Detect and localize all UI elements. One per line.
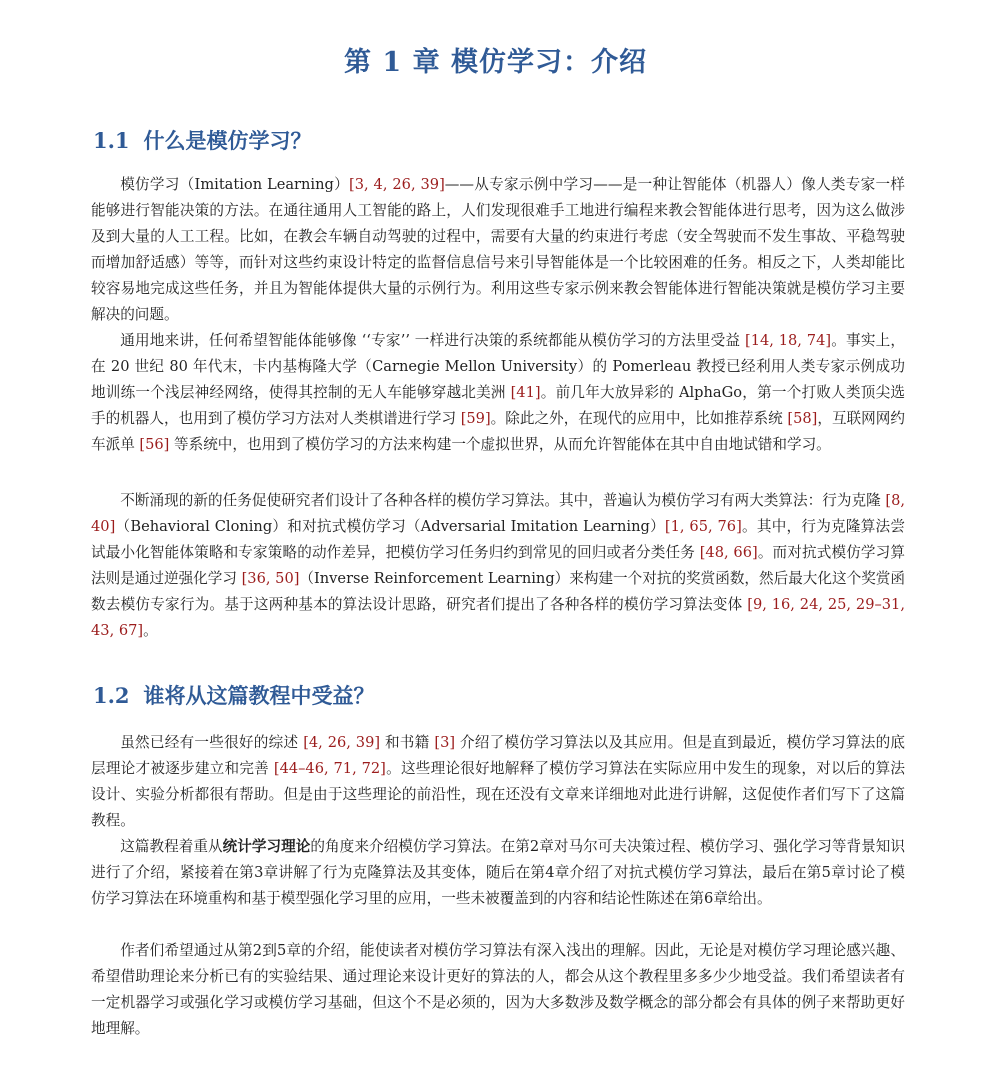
paragraph-1-1-3: 不断涌现的新的任务促使研究者们设计了各种各样的模仿学习算法。其中，普遍认为模仿学习有两大类算法：行为克隆 [8, 40]（Behavioral Cloning）和对抗式模仿学习（Adversarial Imitation Learning）[1, 65, 76]。其中，行为克隆算法尝试最小化智能体策略和专家策略的动作差异，把模仿学习任务归约到常见的回归或者分类任务 [48, 66]。而对抗式模仿学习算法则是通过逆强化学习 [36, 50]（Inverse Reinforcement Learning）来构建一个对抗的奖赏函数，然后最大化这个奖赏函数去模仿专家行为。基于这两种基本的算法设计思路，研究者们提出了各种各样的模仿学习算法变体 [9, 16, 24, 25, 29–31, 43, 67]。 (91, 492, 905, 639)
citation[interactable]: [3, 4, 26, 39] (349, 176, 445, 193)
section-number: 1.2 (93, 683, 130, 708)
citation[interactable]: [9, 16, 24, 25, 29–31, 43, 67] (91, 596, 905, 639)
section-heading-1-1 (93, 125, 312, 155)
citation[interactable]: [4, 26, 39] (303, 734, 381, 751)
citation[interactable]: [8, 40] (91, 492, 905, 535)
chapter-title: 第 1 章 模仿学习：介绍 (344, 47, 647, 78)
section-heading-1-2 (93, 680, 375, 710)
citation[interactable]: [14, 18, 74] (745, 332, 832, 349)
paragraph-1-2-2: 这篇教程着重从统计学习理论的角度来介绍模仿学习算法。在第2章对马尔可夫决策过程、模仿学习、强化学习等背景知识进行了介绍，紧接着在第3章讲解了行为克隆算法及其变体，随后在第4章介绍了对抗式模仿学习算法，最后在第5章讨论了模仿学习算法在环境重构和基于模型强化学习里的应用，一些未被覆盖到的内容和结论性陈述在第6章给出。 (91, 838, 905, 907)
paragraph-1-1-1: 模仿学习（Imitation Learning）[3, 4, 26, 39]——从专家示例中学习——是一种让智能体（机器人）像人类专家一样能够进行智能决策的方法。在通往通用人工智能的路上，人们发现很难手工地进行编程来教会智能体进行思考，因为这么做涉及到大量的人工工程。比如，在教会车辆自动驾驶的过程中，需要有大量的约束进行考虑（安全驾驶而不发生事故、平稳驾驶而增加舒适感）等等，而针对这些约束设计特定的监督信息信号来引导智能体是一个比较困难的任务。相反之下，人类却能比较容易地完成这些任务，并且为智能体提供大量的示例行为。利用这些专家示例来教会智能体进行智能决策就是模仿学习主要解决的问题。 (91, 176, 905, 323)
citation[interactable]: [1, 65, 76] (664, 518, 742, 535)
emphasis-text: 统计学习理论 (222, 838, 311, 855)
citation[interactable]: [56] (139, 436, 170, 453)
paragraph-1-2-3: 作者们希望通过从第2到5章的介绍，能使读者对模仿学习算法有深入浅出的理解。因此，无论是对模仿学习理论感兴趣、希望借助理论来分析已有的实验结果、通过理论来设计更好的算法的人，都会从这个教程里多多少少地受益。我们希望读者有一定机器学习或强化学习或模仿学习基础，但这个不是必须的，因为大多数涉及数学概念的部分都会有具体的例子来帮助更好地理解。 (91, 942, 905, 1037)
section-number: 1.1 (93, 128, 130, 153)
citation[interactable]: [59] (460, 410, 491, 427)
citation[interactable]: [58] (787, 410, 818, 427)
section-title-text: 谁将从这篇教程中受益？ (143, 683, 375, 708)
citation[interactable]: [41] (510, 384, 541, 401)
paragraph-1-2-1: 虽然已经有一些很好的综述 [4, 26, 39] 和书籍 [3] 介绍了模仿学习算法以及其应用。但是直到最近，模仿学习算法的底层理论才被逐步建立和完善 [44–46, 71, 72]。这些理论很好地解释了模仿学习算法在实际应用中发生的现象，对以后的算法设计、实验分析都很有帮助。但是由于这些理论的前沿性，现在还没有文章来详细地对此进行讲解，这促使作者们写下了这篇教程。 (91, 734, 906, 829)
citation[interactable]: [36, 50] (241, 570, 300, 587)
citation[interactable]: [44–46, 71, 72] (273, 760, 386, 777)
citation[interactable]: [48, 66] (699, 544, 758, 561)
paragraph-1-1-2: 通用地来讲，任何希望智能体能够像 ‘‘专家’’ 一样进行决策的系统都能从模仿学习的方法里受益 [14, 18, 74]。事实上，在 20 世纪 80 年代末，卡内基梅隆大学（Carnegie Mellon University）的 Pomerleau 教授已经利用人类专家示例成功地训练一个浅层神经网络，使得其控制的无人车能够穿越北美洲 [41]。前几年大放异彩的 AlphaGo，第一个打败人类顶尖选手的机器人，也用到了模仿学习方法对人类棋谱进行学习 [59]。除此之外，在现代的应用中，比如推荐系统 [58]，互联网网约车派单 [56] 等系统中，也用到了模仿学习的方法来构建一个虚拟世界，从而允许智能体在其中自由地试错和学习。 (91, 332, 905, 453)
citation[interactable]: [3] (434, 734, 456, 751)
section-title-text: 什么是模仿学习？ (143, 128, 312, 153)
